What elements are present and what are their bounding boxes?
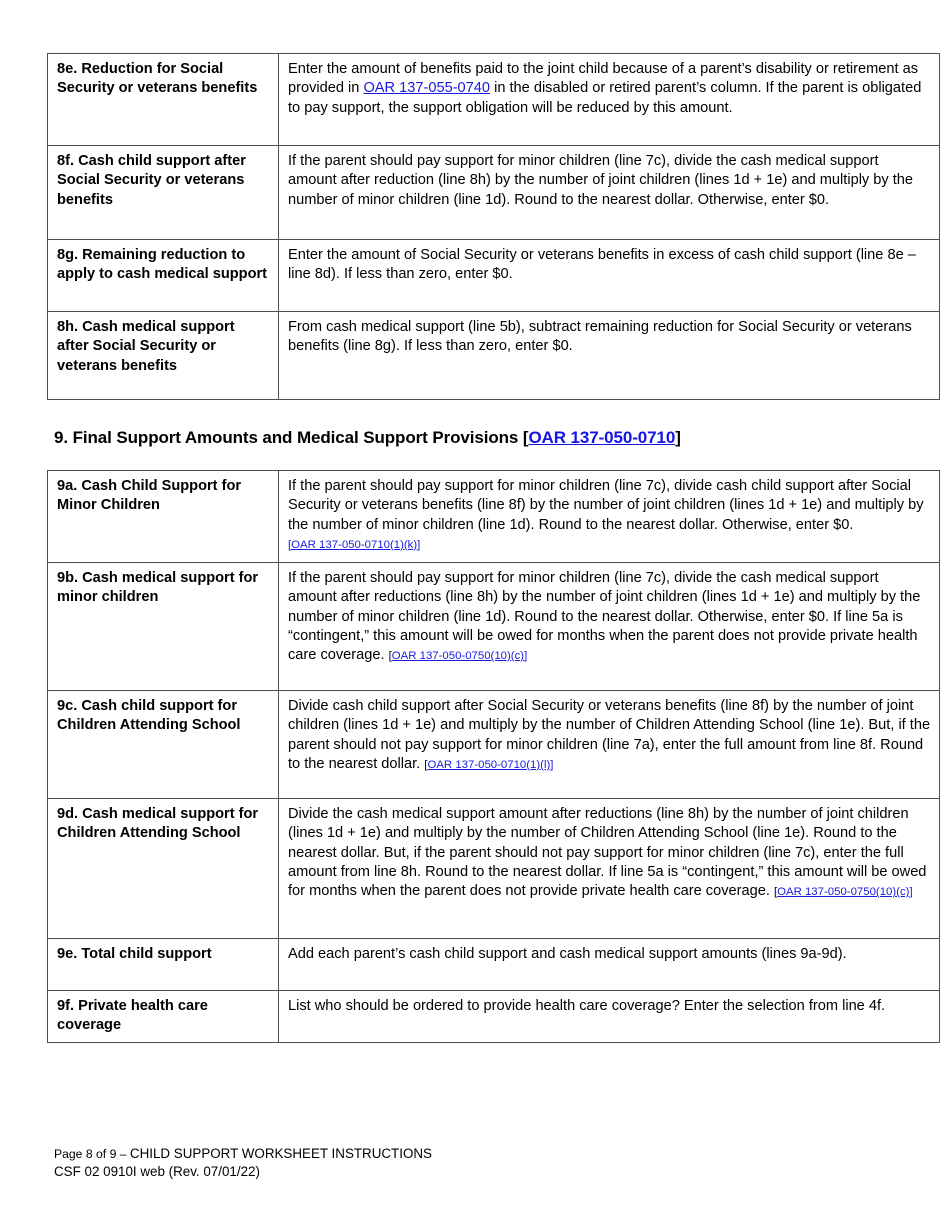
table-row [48, 54, 940, 146]
table-row [48, 146, 940, 240]
table-row [48, 991, 940, 1043]
table-row [48, 312, 940, 400]
section-9-heading [54, 428, 681, 448]
row-label-9a: 9a. Cash Child Support for Minor Children [48, 471, 279, 563]
row-label-9c: 9c. Cash child support for Children Attending School [48, 691, 279, 799]
cite-bracket-close: ] [417, 538, 421, 551]
row-label-8e: 8e. Reduction for Social Security or veterans benefits [48, 54, 279, 146]
table-row [48, 939, 940, 991]
desc-text: Divide the cash medical support amount after reductions (line 8h) by the number of joint children (lines 1d + 1e) and multiply by the number of Children Attending School (line 1e). Round to the nearest dollar. But, if the parent should not pay support for minor children (line 7c), enter the full amount from line 8h. Round to the nearest dollar. If line 5a is “contingent,” this amount will be owed for months when the parent does not provide private health care coverage. [288, 806, 927, 899]
row-description-8f: If the parent should pay support for minor children (line 7c), divide the cash medical support amount after reduction (line 8h) by the number of joint children (lines 1d + 1e) and multiply by the number of minor children (line 1d). Round to the nearest dollar. Otherwise, enter $0. [279, 146, 940, 240]
bracket-close: ] [675, 428, 681, 447]
bracket-open: [ [522, 428, 529, 447]
oar-137-050-0710-1-l-link[interactable]: OAR 137-050-0710(1)(l) [427, 758, 551, 771]
table-row [48, 240, 940, 312]
cite-bracket-close: ] [524, 650, 528, 662]
footer-page-label: Page 8 of 9 – [54, 1147, 130, 1161]
cite-bracket-open: [ [424, 758, 428, 771]
section-8-table [47, 53, 940, 400]
footer-form-id: CSF 02 0910I web (Rev. 07/01/22) [54, 1164, 260, 1180]
table-row [48, 799, 940, 939]
section-9-heading-text: 9. Final Support Amounts and Medical Support Provisions [54, 428, 523, 447]
desc-text-after-link: in the disabled or retired parent’s column. If the parent is obligated to pay support, the support obligation will be reduced by this amount. [288, 80, 922, 116]
row-label-9d: 9d. Cash medical support for Children Attending School [48, 799, 279, 939]
desc-text: If the parent should pay support for minor children (line 7c), divide the cash medical support amount after reductions (line 8h) by the number of joint children (lines 1d + 1e) and multiply by the number of minor children (line 1d). Round to the nearest dollar. Otherwise, enter $0. If line 5a is “contingent,” this amount will be owed for months when the parent does not provide private health care coverage. [288, 570, 921, 663]
citation-9a [288, 539, 420, 551]
table-row [48, 471, 940, 563]
row-description-8h: From cash medical support (line 5b), subtract remaining reduction for Social Security or veterans benefits (line 8g). If less than zero, enter $0. [279, 312, 940, 400]
row-description-9a [279, 471, 940, 563]
cite-bracket-open: [ [773, 886, 778, 898]
row-label-8g: 8g. Remaining reduction to apply to cash medical support [48, 240, 279, 312]
citation-9b [389, 650, 528, 662]
table-row [48, 563, 940, 691]
cite-bracket-open: [ [288, 538, 292, 551]
row-description-9c [279, 691, 940, 799]
row-description-9b [279, 563, 940, 691]
row-description-9e: Add each parent’s cash child support and cash medical support amounts (lines 9a-9d). [279, 939, 940, 991]
cite-bracket-open: [ [388, 650, 392, 662]
oar-137-055-0740-link[interactable]: OAR 137-055-0740 [363, 80, 491, 97]
section-9-table [47, 470, 940, 1043]
footer-page-line [54, 1145, 432, 1163]
row-description-8g: Enter the amount of Social Security or veterans benefits in excess of cash child support (line 8e – line 8d). If less than zero, enter $0. [279, 240, 940, 312]
cite-bracket-close: ] [909, 886, 913, 898]
oar-137-050-0750-10-c-link[interactable]: OAR 137-050-0750(10)(c) [391, 650, 525, 662]
row-description-8e [279, 54, 940, 146]
desc-text: Divide cash child support after Social Security or veterans benefits (line 8f) by the number of joint children (lines 1d + 1e) and multiply by the number of Children Attending School (line 1e). But, if the parent should not pay support for minor children (line 7a), enter the full amount from line 8f. Round to the nearest dollar. [288, 698, 931, 772]
row-label-9f: 9f. Private health care coverage [48, 991, 279, 1043]
desc-text-before-link: Enter the amount of benefits paid to the joint child because of a parent’s disability or retirement as provided in [288, 61, 919, 97]
page-footer [54, 1145, 432, 1181]
row-label-9e: 9e. Total child support [48, 939, 279, 991]
table-row [48, 691, 940, 799]
row-label-9b: 9b. Cash medical support for minor children [48, 563, 279, 691]
oar-137-050-0750-10-c-link[interactable]: OAR 137-050-0750(10)(c) [777, 886, 910, 898]
desc-text: If the parent should pay support for minor children (line 7c), divide cash child support after Social Security or veterans benefits (line 8f) by the number of joint children (lines 1d + 1e) and multiply by the number of minor children (line 1d). Round to the nearest dollar. Otherwise, enter $0. [288, 478, 924, 533]
row-description-9f: List who should be ordered to provide health care coverage? Enter the selection from line 4f. [279, 991, 940, 1043]
footer-doc-title: CHILD SUPPORT WORKSHEET INSTRUCTIONS [129, 1146, 432, 1161]
cite-bracket-close: ] [550, 758, 554, 771]
citation-9c [424, 759, 553, 771]
citation-9d [774, 886, 913, 898]
row-description-9d [279, 799, 940, 939]
oar-137-050-0710-link[interactable]: OAR 137-050-0710 [528, 428, 676, 447]
oar-137-050-0710-1-k-link[interactable]: OAR 137-050-0710(1)(k) [291, 538, 418, 551]
row-label-8f: 8f. Cash child support after Social Security or veterans benefits [48, 146, 279, 240]
row-label-8h: 8h. Cash medical support after Social Security or veterans benefits [48, 312, 279, 400]
